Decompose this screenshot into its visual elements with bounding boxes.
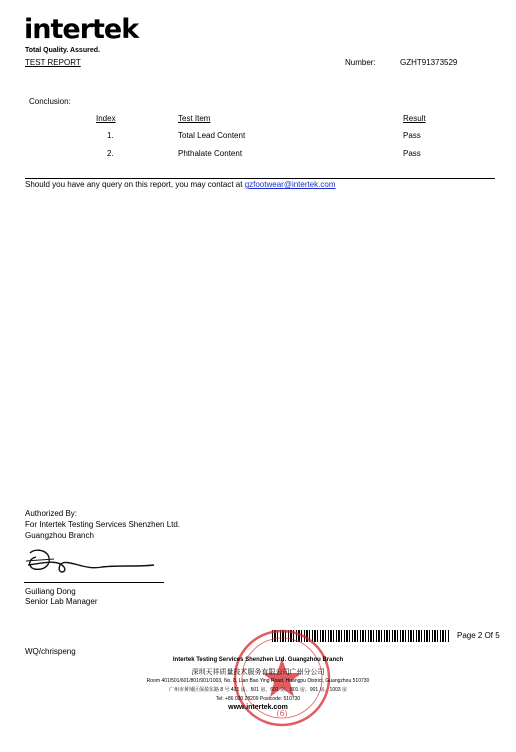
test-item-header: Test Item [178, 114, 211, 123]
signature-image [24, 545, 164, 581]
authorized-by-label: Authorized By: [25, 509, 78, 518]
row-index: 2. [107, 149, 114, 158]
footer-address-cn: 广州市黄埔区保盈东路 8 号 401 房、501 房、601 房、801 房、901 房、1003 房 [168, 687, 348, 693]
report-number-value: GZHT91373529 [400, 58, 458, 67]
row-index: 1. [107, 131, 114, 140]
prepared-by-initials: WQ/chrispeng [25, 647, 76, 656]
row-result: Pass [403, 131, 421, 140]
report-title: TEST REPORT [25, 58, 81, 67]
authorization-block [25, 508, 180, 541]
page-number: Page 2 Of 5 [457, 631, 500, 640]
footer-company-cn: 深圳天祥质量技术服务有限公司广州分公司 [191, 669, 325, 676]
svg-text:(6): (6) [276, 709, 288, 718]
contact-email-link[interactable]: gzfootwear@intertek.com [244, 180, 336, 189]
divider [25, 178, 495, 179]
row-test-item: Total Lead Content [178, 131, 246, 140]
company-logo: intertek [24, 14, 139, 45]
signer-title: Senior Lab Manager [25, 597, 98, 606]
row-result: Pass [403, 149, 421, 158]
signature-line [24, 582, 164, 583]
query-note [25, 180, 336, 189]
authorizing-branch: Guangzhou Branch [25, 531, 94, 540]
report-number-label: Number: [345, 58, 376, 67]
footer-tel: Tel: +86 020 28209 Postcode: 510730 [215, 696, 301, 702]
footer-company-en: Intertek Testing Services Shenzhen Ltd. Guangzhou Branch [172, 657, 344, 663]
result-header: Result [403, 114, 426, 123]
row-test-item: Phthalate Content [178, 149, 243, 158]
footer-website: www.intertek.com [228, 704, 288, 711]
authorizing-company: For Intertek Testing Services Shenzhen Ltd. [25, 520, 181, 529]
index-header: Index [96, 114, 116, 123]
query-text: Should you have any query on this report, you may contact at [25, 180, 245, 189]
tagline: Total Quality. Assured. [25, 47, 100, 54]
signer-name: Guiliang Dong [25, 587, 76, 596]
footer-address-en: Room 401/501/601/801/901/1003, No. 8, Lian Bao Ying Road, Huangpu District, Guangzhou 510730 [146, 678, 370, 684]
conclusion-label: Conclusion: [29, 97, 71, 106]
signer-block [25, 587, 98, 607]
